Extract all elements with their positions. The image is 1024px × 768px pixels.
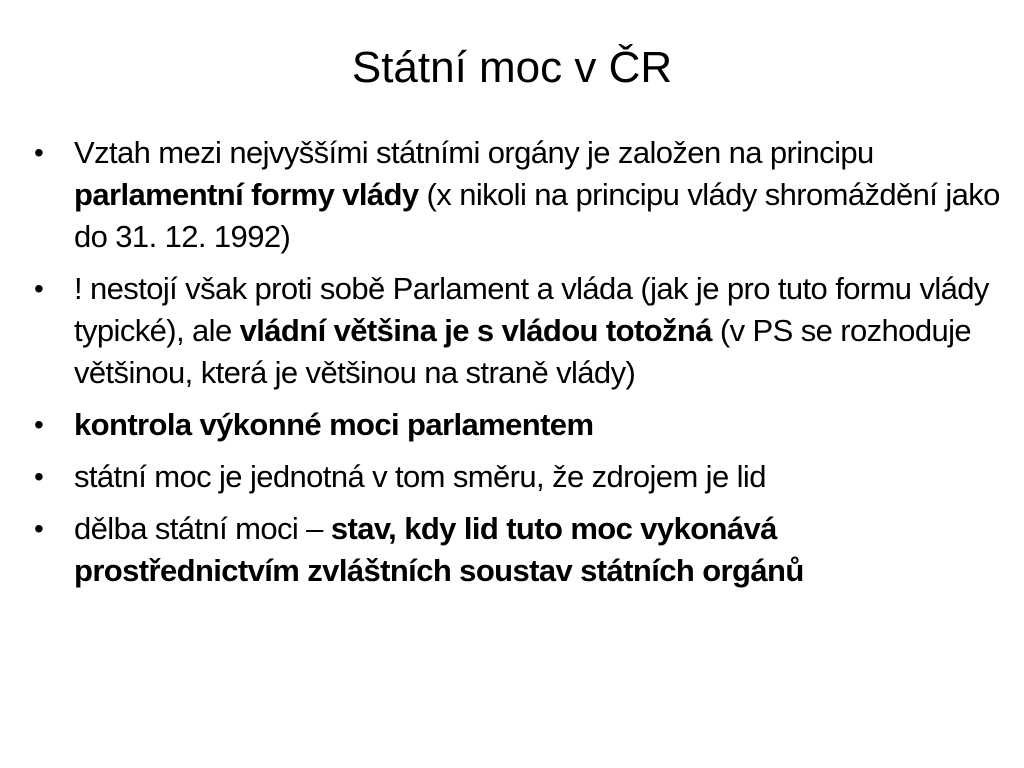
bullet-item (34, 404, 1002, 446)
bullet-text-bold: vládní většina je s vládou totožná (239, 313, 712, 348)
slide-title: Státní moc v ČR (351, 43, 673, 92)
bullet-item (34, 508, 1002, 592)
bullet-text: (v PS se rozhoduje většinou, která je většinou na straně vlády) (74, 313, 972, 390)
bullet-text: Vztah mezi nejvyššími státními orgány je založen na principu (74, 135, 874, 170)
bullet-item (34, 132, 1002, 258)
bullet-text-bold: stav, kdy lid tuto moc vykonává prostřednictvím zvláštních soustav státních orgánů (74, 511, 804, 588)
bullet-item (34, 268, 1002, 394)
bullet-text: ! nestojí však proti sobě Parlament a vláda (jak je pro tuto formu vlády typické), ale (74, 271, 989, 348)
bullet-text: státní moc je jednotná v tom směru, že zdrojem je lid (74, 459, 766, 494)
bullet-text-bold: parlamentní formy vlády (74, 177, 419, 212)
bullet-dot-icon: • (34, 409, 44, 440)
bullet-item (34, 456, 1002, 498)
bullet-dot-icon: • (34, 137, 44, 168)
bullet-dot-icon: • (34, 461, 44, 492)
bullet-text-bold: kontrola výkonné moci parlamentem (74, 407, 594, 442)
bullet-dot-icon: • (34, 513, 44, 544)
bullet-text: dělba státní moci – (74, 511, 331, 546)
bullet-text: (x nikoli na principu vlády shromáždění jako do 31. 12. 1992) (74, 177, 1000, 254)
bullet-dot-icon: • (34, 273, 44, 304)
bullet-list (34, 132, 1002, 602)
